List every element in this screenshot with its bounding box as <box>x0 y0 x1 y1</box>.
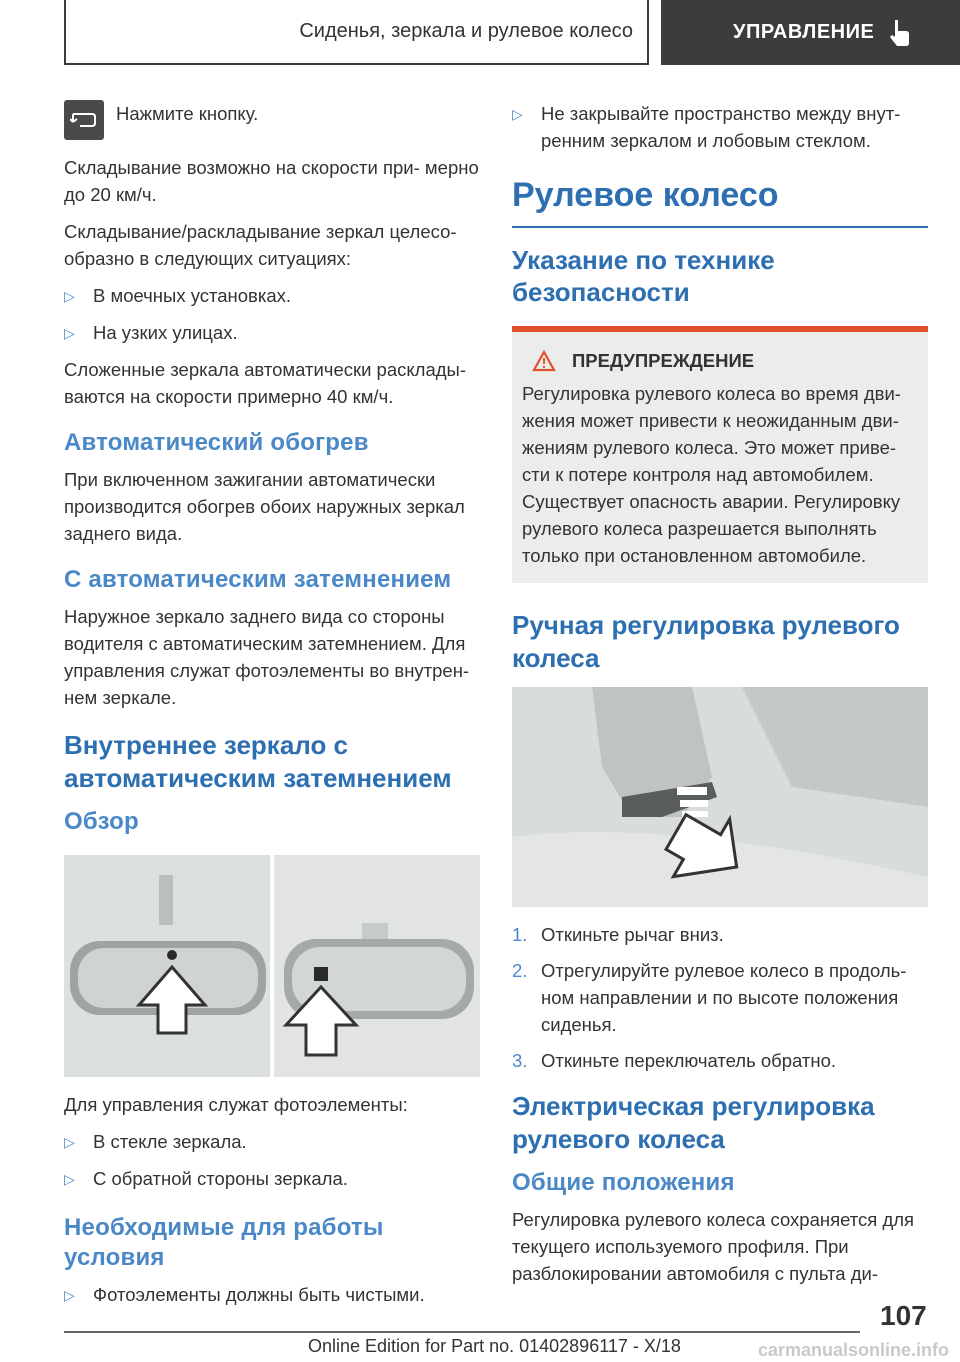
heading-conditions: Необходимые для работы условия <box>64 1214 384 1271</box>
heading-auto-dimming: С автоматическим затемнением <box>64 566 452 593</box>
heading-electric-adjustment: Электрическая регулировка рулевого колеса <box>512 1091 875 1154</box>
list-item: ▷ Не закрывайте пространство между внут- ренним зеркалом и лобовым стеклом. <box>512 100 928 154</box>
bullet-triangle-icon: ▷ <box>64 288 75 304</box>
heading-general: Общие положения <box>512 1169 735 1196</box>
heading-inner-mirror: Внутреннее зеркало с автоматическим затемнением <box>64 730 452 793</box>
mirror-front-image <box>64 855 270 1077</box>
list-item: ▷ В стекле зеркала. <box>64 1128 482 1156</box>
pointing-hand-icon <box>886 18 912 48</box>
list-item: ▷ На узких улицах. <box>64 319 482 347</box>
bullet-triangle-icon: ▷ <box>64 1171 75 1187</box>
footer-divider <box>64 1331 860 1333</box>
list-item: ▷ С обратной стороны зеркала. <box>64 1165 482 1193</box>
dimming-text: Наружное зеркало заднего вида со стороны водителя с автоматическим затемнением. Для управления служат фотоэлементы во внутрен- нем зеркале. <box>64 606 470 708</box>
heading-auto-heating: Автоматический обогрев <box>64 429 369 456</box>
warning-triangle-icon <box>532 350 556 372</box>
warning-header <box>522 350 916 372</box>
heading-overview: Обзор <box>64 808 139 835</box>
fold-speed-text: Складывание возможно на скорости при- мерно до 20 км/ч. <box>64 157 479 205</box>
step-item: 3. Откиньте переключатель обратно. <box>512 1050 837 1071</box>
sensors-text: Для управления служат фотоэлементы: <box>64 1094 408 1115</box>
warning-box <box>512 326 928 583</box>
step-item: 1. Откиньте рычаг вниз. <box>512 924 724 945</box>
heading-steering-wheel: Рулевое колесо <box>512 174 928 228</box>
bullet-triangle-icon: ▷ <box>64 325 75 341</box>
bullet-triangle-icon: ▷ <box>512 106 523 122</box>
chapter-tab[interactable] <box>661 0 960 65</box>
warning-text: Регулировка рулевого колеса во время дви- жения может привести к неожиданным дви- жениям рулевого колеса. Это может приве- сти к потере контроля над автомобилем. Существует опасность аварии. Регулировку рулевого колеса разрешается выполнять только при остановленном автомобиле. <box>522 383 901 566</box>
edition-text: Online Edition for Part no. 01402896117 - X/18 <box>308 1336 681 1356</box>
instruction-row <box>64 100 482 140</box>
bullet-triangle-icon: ▷ <box>64 1287 75 1303</box>
list-item: ▷ Фотоэлементы должны быть чистыми. <box>64 1281 482 1309</box>
left-column <box>64 100 482 1318</box>
unfold-speed-text: Сложенные зеркала автоматически расклады- ваются на скорости примерно 40 км/ч. <box>64 359 467 407</box>
bullet-triangle-icon: ▷ <box>64 1134 75 1150</box>
heading-safety-note: Указание по технике безопасности <box>512 245 775 307</box>
list-item: ▷ В моечных установках. <box>64 282 482 310</box>
steering-lever-photo <box>512 687 928 907</box>
page-number: 107 <box>880 1300 927 1331</box>
step-item: 2. Отрегулируйте рулевое колесо в продоль- ном направлении и по высоте положения сиденья. <box>512 960 907 1035</box>
heating-text: При включенном зажигании автоматически производится обогрев обоих наружных зеркал заднего вида. <box>64 469 465 544</box>
mirror-fold-button-icon <box>64 100 104 140</box>
fold-situations-text: Складывание/раскладывание зеркал целесо- образно в следующих ситуациях: <box>64 221 457 269</box>
warning-title: ПРЕДУПРЕЖДЕНИЕ <box>572 350 755 371</box>
mirror-back-image <box>274 855 480 1077</box>
heading-manual-adjustment: Ручная регулировка рулевого колеса <box>512 610 900 673</box>
right-column <box>512 100 928 1297</box>
instruction-text: Нажмите кнопку. <box>116 103 259 124</box>
inner-mirror-photo <box>64 855 480 1077</box>
watermark: carmanualsonline.info <box>758 1340 950 1360</box>
general-text: Регулировка рулевого колеса сохраняется для текущего используемого профиля. При разблокировании автомобиля с пульта ди- <box>512 1209 915 1284</box>
section-title: Сиденья, зеркала и рулевое колесо <box>64 0 649 65</box>
chapter-title: УПРАВЛЕНИЕ <box>733 21 875 43</box>
